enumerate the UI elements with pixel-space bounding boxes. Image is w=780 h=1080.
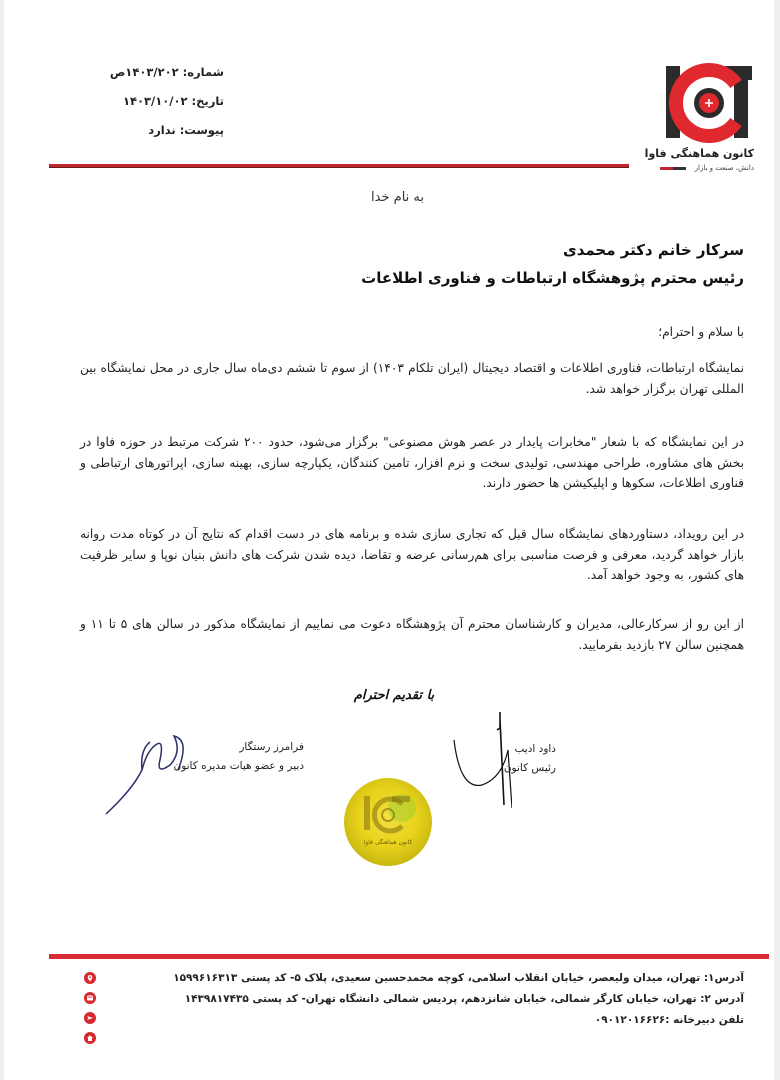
signatory-1 xyxy=(474,740,556,778)
letter-number: شماره: ۱۴۰۳/۲۰۲ص xyxy=(109,65,224,79)
address-1: آدرس۱: تهران، میدان ولیعصر، خیابان انقلاب اسلامی، کوچه محمدحسین سعیدی، پلاک ۵- کد پستی ۱۵۹۹۶۱۶۳۱۳ xyxy=(173,972,744,984)
send-icon xyxy=(84,1012,96,1024)
logo-tagline-bar xyxy=(660,167,686,170)
location-icon xyxy=(84,972,96,984)
signatory-title: دبیر و عضو هیات مدیره کانون xyxy=(173,760,304,772)
addressee-title: رئیس محترم پژوهشگاه ارتباطات و فناوری اطلاعات xyxy=(361,269,744,287)
greeting: با سلام و احترام؛ xyxy=(658,325,744,339)
address-2: آدرس ۲: تهران، خیابان کارگر شمالی، خیابان شانزدهم، پردیس شمالی دانشگاه تهران- کد پستی ۱۴۳۹۸۱۷۴۳۵ xyxy=(184,993,744,1005)
footer-contact xyxy=(114,968,744,1031)
paragraph: از این رو از سرکارعالی، مدیران و کارشناسان محترم آن پژوهشگاه دعوت می نماییم از نمایشگاه مذکور در سالن های ۵ تا ۱۱ و همچنین سالن ۲۷ بازدید بفرمایید. xyxy=(80,617,744,652)
closing-phrase: با تقدیم احترام xyxy=(353,688,435,703)
footer-divider xyxy=(49,954,769,959)
signatory-name: داود ادیب xyxy=(514,743,556,755)
letter-attachment: پیوست: ندارد xyxy=(148,123,224,137)
paragraph: نمایشگاه ارتباطات، فناوری اطلاعات و اقتصاد دیجیتال (ایران تلکام ۱۴۰۳) از سوم تا ششم دی‌ماه سال جاری در محل نمایشگاه بین المللی تهران برگزار خواهد شد. xyxy=(80,361,744,396)
signatory-title: رئیس کانون xyxy=(503,762,556,774)
paragraph: در این رویداد، دستاوردهای نمایشگاه سال قبل که تجاری سازی شده و برنامه های در دست اقدام که نتایج آن در کوتاه مدت روانه بازار خواهد گردید، معرفی و فرصت مناسبی برای هم‌رسانی عرضه و تقاضا، دیده شدن شرکت های دانش بنیان نوپا و سایر ظرفیت های کشور، به وجود خواهد آمد. xyxy=(80,527,744,582)
logo-name: کانون هماهنگی فاوا xyxy=(644,147,754,160)
addressee-name: سرکار خانم دکتر محمدی xyxy=(562,241,744,259)
paragraph: در این نمایشگاه که با شعار "مخابرات پایدار در عصر هوش مصنوعی" برگزار می‌شود، حدود ۲۰۰ شرکت مرتبط در حوزه فاوا در بخش های مشاوره، طراحی مهندسی، تولیدی سخت و نرم افزار، تامین کنندگان، یکپارچه سازی، بهینه سازی، اپراتورهای ارتباطی و فناوری اطلاعات، سکوها و اپلیکیشن ها حضور دارند. xyxy=(80,435,744,490)
home-icon xyxy=(84,1032,96,1044)
letter-page xyxy=(4,0,774,1080)
phone-icon xyxy=(84,992,96,1004)
logo-tagline: دانش، صنعت و بازار xyxy=(694,164,754,172)
header-divider xyxy=(49,164,629,168)
stamp-text: کانون هماهنگی فاوا xyxy=(363,839,413,846)
official-stamp xyxy=(340,776,436,868)
basmala: به نام خدا xyxy=(371,190,424,205)
addressee xyxy=(304,236,744,292)
letter-date: تاریخ: ۱۴۰۳/۱۰/۰۲ xyxy=(122,94,224,108)
signatory-name: فرامرز رستگار xyxy=(239,741,304,753)
ict-logo xyxy=(664,62,754,146)
letter-meta xyxy=(84,58,224,145)
signatory-2 xyxy=(154,738,304,776)
office-phone: تلفن دبیرخانه :۰۹۰۱۲۰۱۶۶۲۶ xyxy=(594,1014,744,1026)
